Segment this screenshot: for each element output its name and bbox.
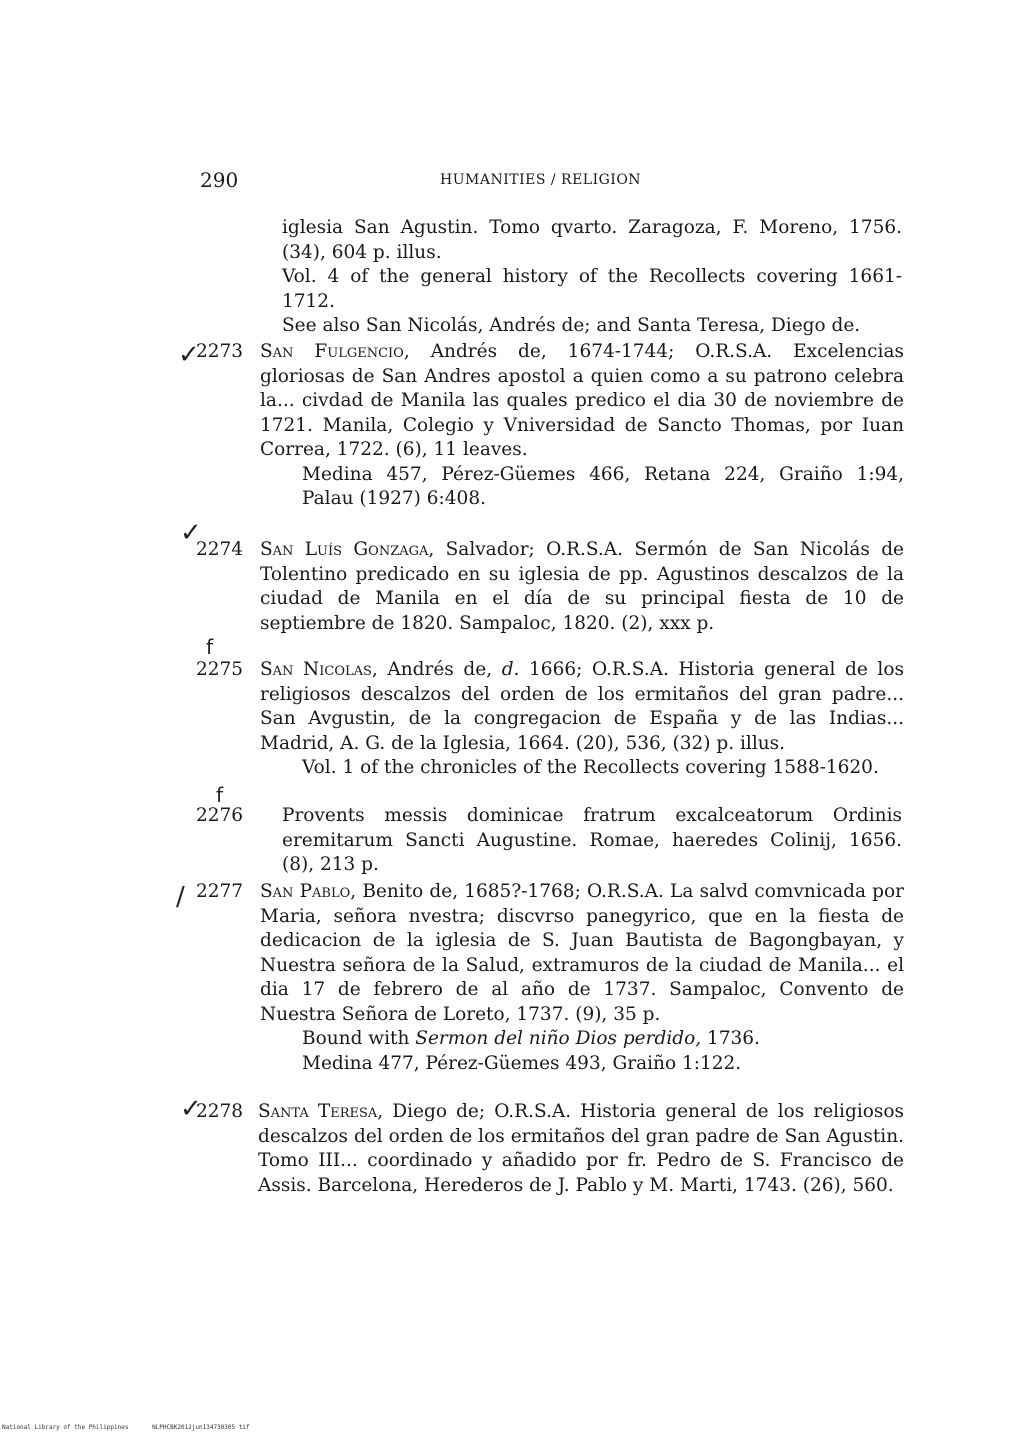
check-mark-icon: ✓ — [180, 518, 202, 548]
entry-author: San Nicolas, — [260, 659, 378, 680]
entry-note: See also San Nicolás, Andrés de; and Santa Teresa, Diego de. — [282, 315, 861, 336]
entry-body: Provents messis dominicae fratrum excalceatorum Ordinis eremitarum Sancti Augustine. Romae, haeredes Colinij, 1656. (8), 213 p. — [282, 805, 902, 875]
entry-author: San Pablo, — [260, 881, 357, 902]
entry-note: Medina 477, Pérez-Güemes 493, Graiño 1:122. — [302, 1052, 742, 1074]
entry-body: Benito de, 1685?-1768; O.R.S.A. La salvd comvnicada por Maria, señora nvestra; discvrso panegyrico, que en la fiesta de dedicacion de la iglesia de S. Juan Bautista de Bagongbayan, y Nuestra señora de la Salud, extramuros de la ciudad de Manila... el dia 17 de febrero de al año de 1737. Sampaloc, Convento de Nuestra Señora de Loreto, 1737. (9), 35 p. — [260, 881, 904, 1025]
entry-body: Diego de; O.R.S.A. Historia general de los religiosos descalzos del orden de los ermitaños del gran padre de San Agustin. Tomo III... coordinado y añadido por fr. Pedro de S. Francisco de Assis. Barcelona, Herederos de J. Pablo y M. Marti, 1743. (26), 560. — [258, 1101, 904, 1196]
entry-text — [260, 658, 904, 781]
entry-note: Medina 457, Pérez-Güemes 466, Retana 224, Graiño 1:94, Palau (1927) 6:408. — [302, 463, 904, 509]
note-prefix: Bound with — [302, 1028, 416, 1049]
entry-text — [260, 340, 904, 512]
entry-text — [260, 538, 904, 636]
entry-body: 1666; O.R.S.A. Historia general de los religiosos descalzos del orden de los ermitaños del gran padre... San Avgustin, de la congregacion de España y de las Indias... Madrid, A. G. de la Iglesia, 1664. (20), 536, (32) p. illus. — [260, 659, 904, 754]
note-suffix: 1736. — [701, 1028, 760, 1049]
slash-mark-icon: / — [176, 882, 185, 912]
entry-note: Vol. 4 of the general history of the Recollects covering 1661-1712. — [282, 266, 902, 312]
entry-text — [282, 216, 902, 339]
scan-footer — [2, 1424, 270, 1431]
check-mark-icon: ✓ — [178, 340, 200, 370]
page-number: 290 — [200, 168, 239, 192]
f-mark-icon: f — [216, 783, 224, 807]
entry-italic: d. — [501, 659, 520, 680]
entry-note — [302, 1027, 904, 1052]
f-mark-icon: f — [206, 635, 214, 659]
entry-body: Salvador; O.R.S.A. Sermón de San Nicolás de Tolentino predicado en su iglesia de pp. Agustinos descalzos de la ciudad de Manila en el día de su principal fiesta de 10 de septiembre de 1820. Sampaloc, 1820. (2), xxx p. — [260, 539, 904, 634]
entry-number: 2273 — [196, 341, 244, 362]
entry-note: Vol. 1 of the chronicles of the Recollects covering 1588-1620. — [302, 757, 879, 778]
entry-number: 2275 — [196, 659, 244, 680]
entry-body-start: Andrés de, — [377, 659, 502, 680]
running-head: HUMANITIES / RELIGION — [440, 172, 642, 188]
entry-number: 2274 — [196, 539, 244, 560]
entry-number: 2277 — [196, 881, 244, 902]
footer-filename: NLPHCBK2012jun134730305 tif — [152, 1424, 250, 1431]
entry-author: Santa Teresa, — [258, 1101, 384, 1122]
entry-number: 2276 — [196, 805, 244, 826]
footer-library: National Library of the Philippines — [2, 1424, 129, 1431]
entry-author: San Fulgencio, — [260, 341, 410, 362]
check-mark-icon: ✓ — [180, 1094, 202, 1124]
entry-body: iglesia San Agustin. Tomo qvarto. Zaragoza, F. Moreno, 1756. (34), 604 p. illus. — [282, 217, 902, 263]
entry-text — [282, 804, 902, 878]
entry-text — [258, 1100, 904, 1198]
entry-text — [260, 880, 904, 1076]
note-italic-title: Sermon del niño Dios perdido, — [415, 1028, 702, 1049]
entry-author: San Luís Gonzaga, — [260, 539, 435, 560]
entry-body: Andrés de, 1674-1744; O.R.S.A. Excelencias gloriosas de San Andres apostol a quien como a su patrono celebra la... civdad de Manila las quales predico el dia 30 de noviembre de 1721. Manila, Colegio y Vniversidad de Sancto Thomas, por Iuan Correa, 1722. (6), 11 leaves. — [260, 341, 904, 460]
entry-number: 2278 — [196, 1101, 244, 1122]
